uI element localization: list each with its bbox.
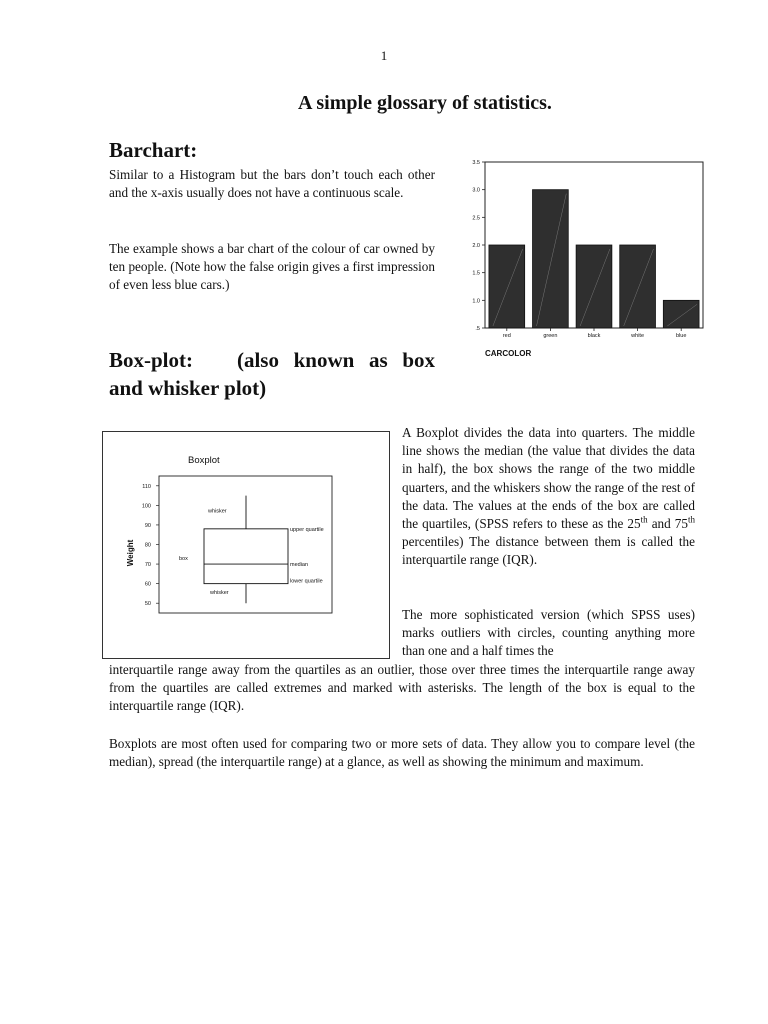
box-plot-y-tick-label: 90 (144, 522, 151, 529)
barchart-paragraph-1: Similar to a Histogram but the bars don’t touch each other and the x-axis usually does not have a continuous scale. (109, 167, 435, 201)
bar-chart-y-tick-label: .5 (475, 326, 480, 332)
box-plot-box (204, 529, 288, 584)
barchart-paragraph-2: The example shows a bar chart of the colour of car owned by ten people. (Note how the false origin gives a first impression of even less blue cars.) (109, 241, 435, 293)
bar-chart-y-tick-label: 1.0 (472, 298, 480, 305)
box-plot-y-tick-label: 100 (141, 503, 151, 510)
bar-blue (663, 300, 699, 328)
bar-chart (455, 152, 705, 367)
boxplot-paragraph-2-wrapped: The more sophisticated version (which SPSS uses) marks outliers with circles, counting anything more than one and a half times the (402, 607, 695, 659)
superscript-th-2: th (687, 514, 695, 525)
boxplot-heading-line-1: Box-plot: (also known as box (109, 348, 435, 372)
box-plot-label-whisker-top: whisker (208, 508, 227, 515)
box-plot-y-tick-label: 50 (144, 601, 151, 608)
bar-chart-y-tick-label: 1.5 (472, 270, 480, 277)
boxplot-paragraph-2-full-width: interquartile range away from the quartiles as an outlier, those over three times the interquartile range away from the quartiles are called extremes and marked with asterisks. The length of the box is equal to the interquartile range (IQR). (109, 662, 695, 714)
bar-chart-x-tick-label: red (502, 333, 511, 339)
bar-chart-x-axis-title: CARCOLOR (485, 349, 532, 358)
box-plot-y-tick-label: 80 (144, 542, 151, 549)
page-number: 1 (380, 48, 388, 63)
bar-chart-y-tick-label: 3.5 (472, 160, 480, 166)
boxplot-paragraph-3: Boxplots are most often used for comparing two or more sets of data. They allow you to compare level (the median), spread (the interquartile range) at a glance, as well as showing the minimum and maximum. (109, 736, 695, 770)
box-plot-label-box: box (179, 556, 188, 563)
bar-chart-x-labels (503, 328, 687, 339)
bar-chart-y-tick-label: 3.0 (472, 187, 480, 194)
bar-chart-x-tick-label: black (587, 333, 601, 339)
bar-chart-x-tick-label: green (543, 333, 558, 339)
box-plot-y-tick-label: 70 (144, 562, 151, 569)
barchart-heading: Barchart: (109, 138, 198, 162)
box-plot-label-median: median (290, 562, 309, 569)
bar-chart-y-tick-label: 2.5 (472, 215, 480, 222)
bar-chart-y-tick-label: 2.0 (472, 243, 480, 249)
boxplot-paragraph-1 (402, 424, 695, 570)
bar-green (533, 190, 569, 328)
boxplot-heading-line-2: and whisker plot) (109, 376, 267, 400)
box-plot-y-axis-title: Weight (126, 539, 135, 567)
box-plot-label-whisker-bottom: whisker (210, 590, 229, 597)
bar-chart-bars (489, 190, 699, 328)
document-title: A simple glossary of statistics. (298, 92, 552, 114)
box-plot-label-upper-quartile: upper quartile (290, 526, 324, 533)
box-plot-label-lower-quartile: lower quartile (290, 578, 323, 585)
box-plot (102, 431, 390, 659)
boxplot-paragraph-1-part-a: A Boxplot divides the data into quarters. The middle line shows the median (the value that divides the data in half), the box shows the range of the two middle quarters, and the whiskers show the range of the rest of the data. The values at the ends of the box are called the quartiles, (SPSS refers to these as the 25 (402, 425, 695, 532)
boxplot-paragraph-1-part-b: and 75 (647, 516, 688, 532)
box-plot-y-tick-label: 110 (142, 483, 151, 490)
bar-chart-x-tick-label: white (631, 333, 645, 339)
bar-chart-x-tick-label: blue (675, 333, 687, 339)
box-plot-title: Boxplot (188, 455, 220, 466)
superscript-th-1: th (640, 514, 648, 525)
box-plot-y-tick-label: 60 (144, 581, 151, 588)
boxplot-paragraph-1-part-c: percentiles) The distance between them is called the interquartile range (IQR). (402, 534, 695, 568)
